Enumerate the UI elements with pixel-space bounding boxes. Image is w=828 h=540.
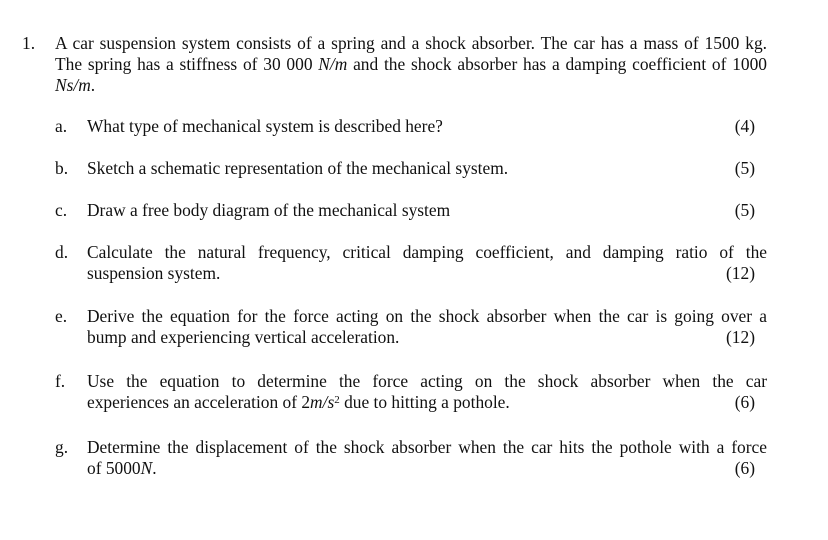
part-b: [55, 158, 767, 179]
text-segment: due to hitting a pothole.: [339, 392, 510, 412]
part-marks: (12): [726, 263, 755, 283]
part-text-line-2: [87, 458, 767, 479]
part-c: [55, 200, 767, 221]
question-stem: A car suspension system consists of a spring and a shock absorber. The car has a mass of 1500 kg. The spring has a stiffness of 30 000 N/m and the shock absorber has a damping coefficient of 1000 Ns/m.: [55, 33, 767, 95]
text-segment: experiences an acceleration of 2: [87, 392, 311, 412]
part-f: [55, 371, 767, 413]
part-text-line-1: Derive the equation for the force acting on the shock absorber when the car is going over a: [87, 306, 767, 326]
part-text-line-1: Calculate the natural frequency, critical damping coefficient, and damping ratio of the: [87, 242, 767, 262]
part-marks: (5): [734, 158, 755, 178]
part-d: [55, 242, 767, 284]
part-text: [87, 458, 157, 479]
text-segment: of 5000: [87, 458, 141, 478]
part-marks: (4): [734, 116, 755, 136]
unit: N/m: [318, 54, 348, 74]
unit: m/s: [310, 392, 335, 412]
part-a: [55, 116, 767, 137]
part-text: [87, 392, 510, 413]
part-letter: a.: [55, 116, 68, 136]
part-letter: b.: [55, 158, 69, 178]
part-text: suspension system.: [87, 263, 221, 283]
question-number: 1.: [22, 33, 36, 53]
superscript: 2: [334, 394, 340, 406]
part-letter: c.: [55, 200, 68, 220]
part-marks: (6): [734, 458, 755, 478]
part-letter: e.: [55, 306, 68, 326]
part-text: What type of mechanical system is described here?: [87, 116, 443, 136]
part-g: [55, 437, 767, 479]
part-text-line-1: Use the equation to determine the force acting on the shock absorber when the car: [87, 371, 767, 391]
part-letter: f.: [55, 371, 66, 391]
text-segment: .: [152, 458, 157, 478]
part-text: bump and experiencing vertical acceleration.: [87, 327, 400, 347]
part-e: [55, 306, 767, 348]
part-letter: d.: [55, 242, 69, 262]
unit: N: [140, 458, 153, 478]
part-text: Draw a free body diagram of the mechanical system: [87, 200, 451, 220]
part-text-line-2: [87, 327, 767, 348]
part-marks: (12): [726, 327, 755, 347]
part-marks: (6): [734, 392, 755, 412]
part-text-line-2: [87, 263, 767, 284]
part-letter: g.: [55, 437, 69, 457]
part-text-line-2: [87, 392, 767, 413]
part-marks: (5): [734, 200, 755, 220]
part-text: Sketch a schematic representation of the mechanical system.: [87, 158, 509, 178]
unit: Ns/m: [55, 75, 91, 95]
part-text-line-1: Determine the displacement of the shock absorber when the car hits the pothole with a force: [87, 437, 767, 457]
